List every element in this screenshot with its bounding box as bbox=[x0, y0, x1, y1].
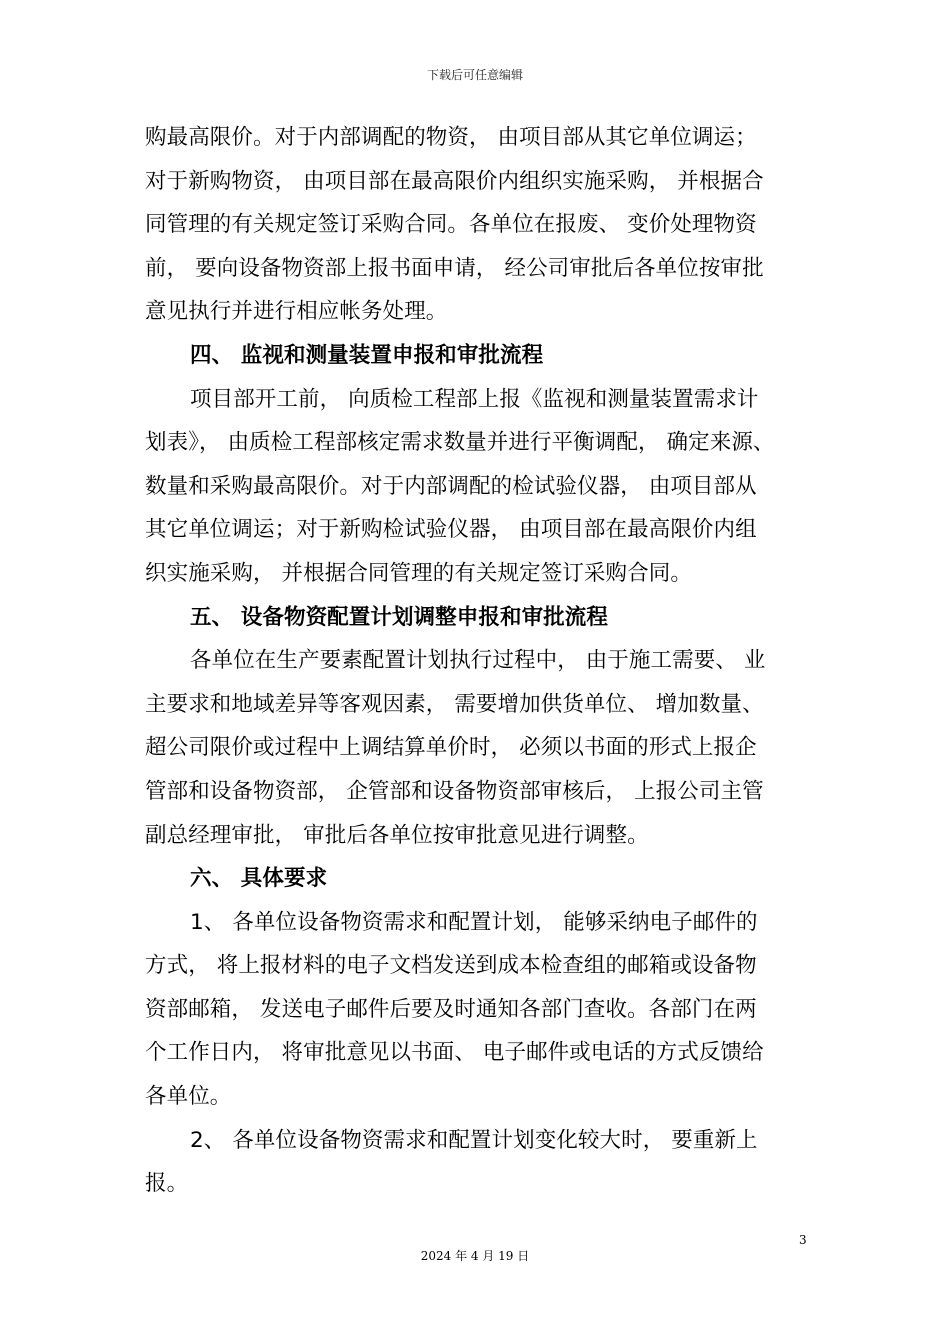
paragraph-line: 同管理的有关规定签订采购合同。各单位在报废、 变价处理物资 bbox=[145, 212, 757, 238]
paragraph-line: 超公司限价或过程中上调结算单价时， 必须以书面的形式上报企 bbox=[145, 735, 757, 761]
section-heading: 四、 监视和测量装置申报和审批流程 bbox=[190, 342, 544, 368]
document-body bbox=[145, 116, 813, 1206]
paragraph-line: 织实施采购， 并根据合同管理的有关规定签订采购合同。 bbox=[145, 560, 692, 586]
section-heading: 五、 设备物资配置计划调整申报和审批流程 bbox=[190, 604, 608, 630]
paragraph-line: 资部邮箱， 发送电子邮件后要及时通知各部门查收。各部门在两 bbox=[145, 996, 757, 1022]
paragraph-line: 其它单位调运；对于新购检试验仪器， 由项目部在最高限价内组 bbox=[145, 517, 757, 543]
section-heading: 六、 具体要求 bbox=[190, 866, 328, 892]
paragraph-line: 意见执行并进行相应帐务处理。 bbox=[145, 299, 448, 325]
paragraph-line: 方式， 将上报材料的电子文档发送到成本检查组的邮箱或设备物 bbox=[145, 953, 757, 979]
paragraph-line: 各单位。 bbox=[145, 1084, 232, 1110]
paragraph-line: 管部和设备物资部， 企管部和设备物资部审核后， 上报公司主管 bbox=[145, 778, 764, 804]
paragraph-line: 划表》， 由质检工程部核定需求数量并进行平衡调配， 确定来源、 bbox=[145, 430, 775, 456]
paragraph-line: 1、 各单位设备物资需求和配置计划， 能够采纳电子邮件的 bbox=[190, 909, 758, 935]
paragraph-line: 对于新购物资， 由项目部在最高限价内组织实施采购， 并根据合 bbox=[145, 168, 764, 194]
footer-date: 2024 年 4 月 19 日 bbox=[420, 1249, 530, 1263]
paragraph-line: 前， 要向设备物资部上报书面申请， 经公司审批后各单位按审批 bbox=[145, 255, 764, 281]
paragraph-line: 购最高限价。对于内部调配的物资， 由项目部从其它单位调运； bbox=[145, 125, 757, 150]
paragraph-line: 项目部开工前， 向质检工程部上报《监视和测量装置需求计 bbox=[190, 386, 759, 412]
paragraph-line: 副总经理审批， 审批后各单位按审批意见进行调整。 bbox=[145, 822, 649, 848]
paragraph-line: 数量和采购最高限价。对于内部调配的检试验仪器， 由项目部从 bbox=[145, 473, 757, 499]
paragraph-line: 各单位在生产要素配置计划执行过程中， 由于施工需要、 业 bbox=[190, 648, 766, 674]
paragraph-line: 个工作日内， 将审批意见以书面、 电子邮件或电话的方式反馈给 bbox=[145, 1040, 764, 1066]
page-header: 下载后可任意编辑 bbox=[426, 68, 523, 82]
paragraph-line: 2、 各单位设备物资需求和配置计划变化较大时， 要重新上 bbox=[190, 1127, 758, 1153]
paragraph-line: 报。 bbox=[145, 1171, 189, 1197]
page-number: 3 bbox=[799, 1233, 807, 1247]
paragraph-line: 主要求和地域差异等客观因素， 需要增加供货单位、 增加数量、 bbox=[145, 691, 764, 717]
